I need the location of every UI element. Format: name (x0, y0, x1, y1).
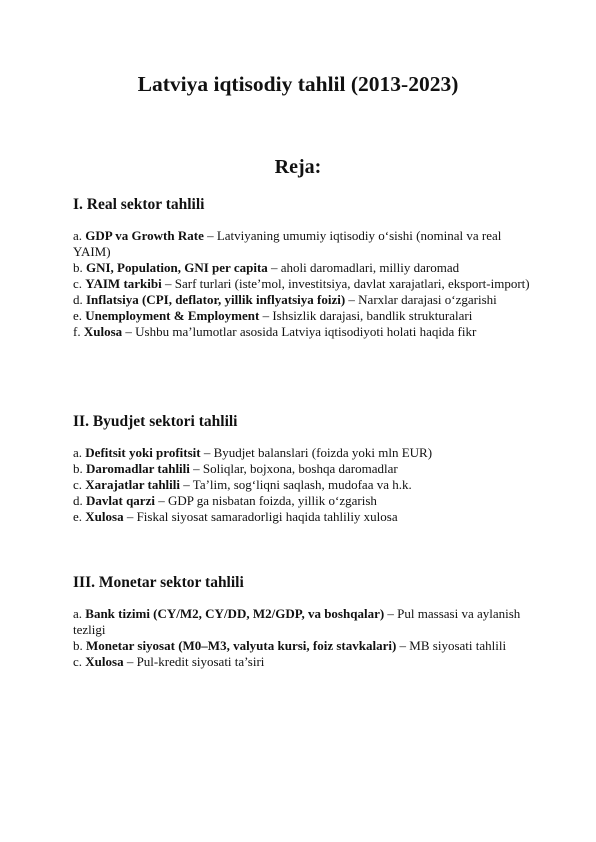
list-item: b. Daromadlar tahlili – Soliqlar, bojxona, boshqa daromadlar (73, 461, 398, 476)
section-real-sector (73, 196, 533, 340)
section-budget-sector (73, 413, 533, 525)
list-item: a. Bank tizimi (CY/M2, CY/DD, M2/GDP, va boshqalar) – Pul massasi va aylanish tezligi (73, 606, 521, 637)
document-title: Latviya iqtisodiy tahlil (2013-2023) (137, 72, 459, 96)
list-item: a. Defitsit yoki profitsit – Byudjet balanslari (foizda yoki mln EUR) (73, 445, 433, 460)
section-heading: III. Monetar sektor tahlili (73, 574, 244, 591)
list-item: c. Xulosa – Pul-kredit siyosati ta’siri (73, 654, 265, 669)
list-item: c. Xarajatlar tahlili – Ta’lim, sog‘liqni saqlash, mudofaa va h.k. (73, 477, 412, 492)
section-heading: I. Real sektor tahlili (73, 196, 205, 213)
list-item: b. Monetar siyosat (M0–M3, valyuta kursi, foiz stavkalari) – MB siyosati tahlili (73, 638, 507, 653)
list-item: d. Inflatsiya (CPI, deflator, yillik inflyatsiya foizi) – Narxlar darajasi o‘zgarishi (73, 292, 497, 307)
list-item: e. Unemployment & Employment – Ishsizlik darajasi, bandlik strukturalari (73, 308, 473, 323)
list-item: e. Xulosa – Fiskal siyosat samaradorligi haqida tahliliy xulosa (73, 509, 398, 524)
list-item: d. Davlat qarzi – GDP ga nisbatan foizda, yillik o‘zgarish (73, 493, 377, 508)
list-item: f. Xulosa – Ushbu ma’lumotlar asosida Latviya iqtisodiyoti holati haqida fikr (73, 324, 477, 339)
plan-heading: Reja: (274, 156, 322, 178)
list-item: c. YAIM tarkibi – Sarf turlari (iste’mol, investitsiya, davlat xarajatlari, eksport-import) (73, 276, 530, 291)
list-item: a. GDP va Growth Rate – Latviyaning umumiy iqtisodiy o‘sishi (nominal va real YAIM) (73, 228, 502, 259)
section-heading: II. Byudjet sektori tahlili (73, 413, 238, 430)
list-item: b. GNI, Population, GNI per capita – aholi daromadlari, milliy daromad (73, 260, 460, 275)
section-monetary-sector (73, 574, 533, 670)
